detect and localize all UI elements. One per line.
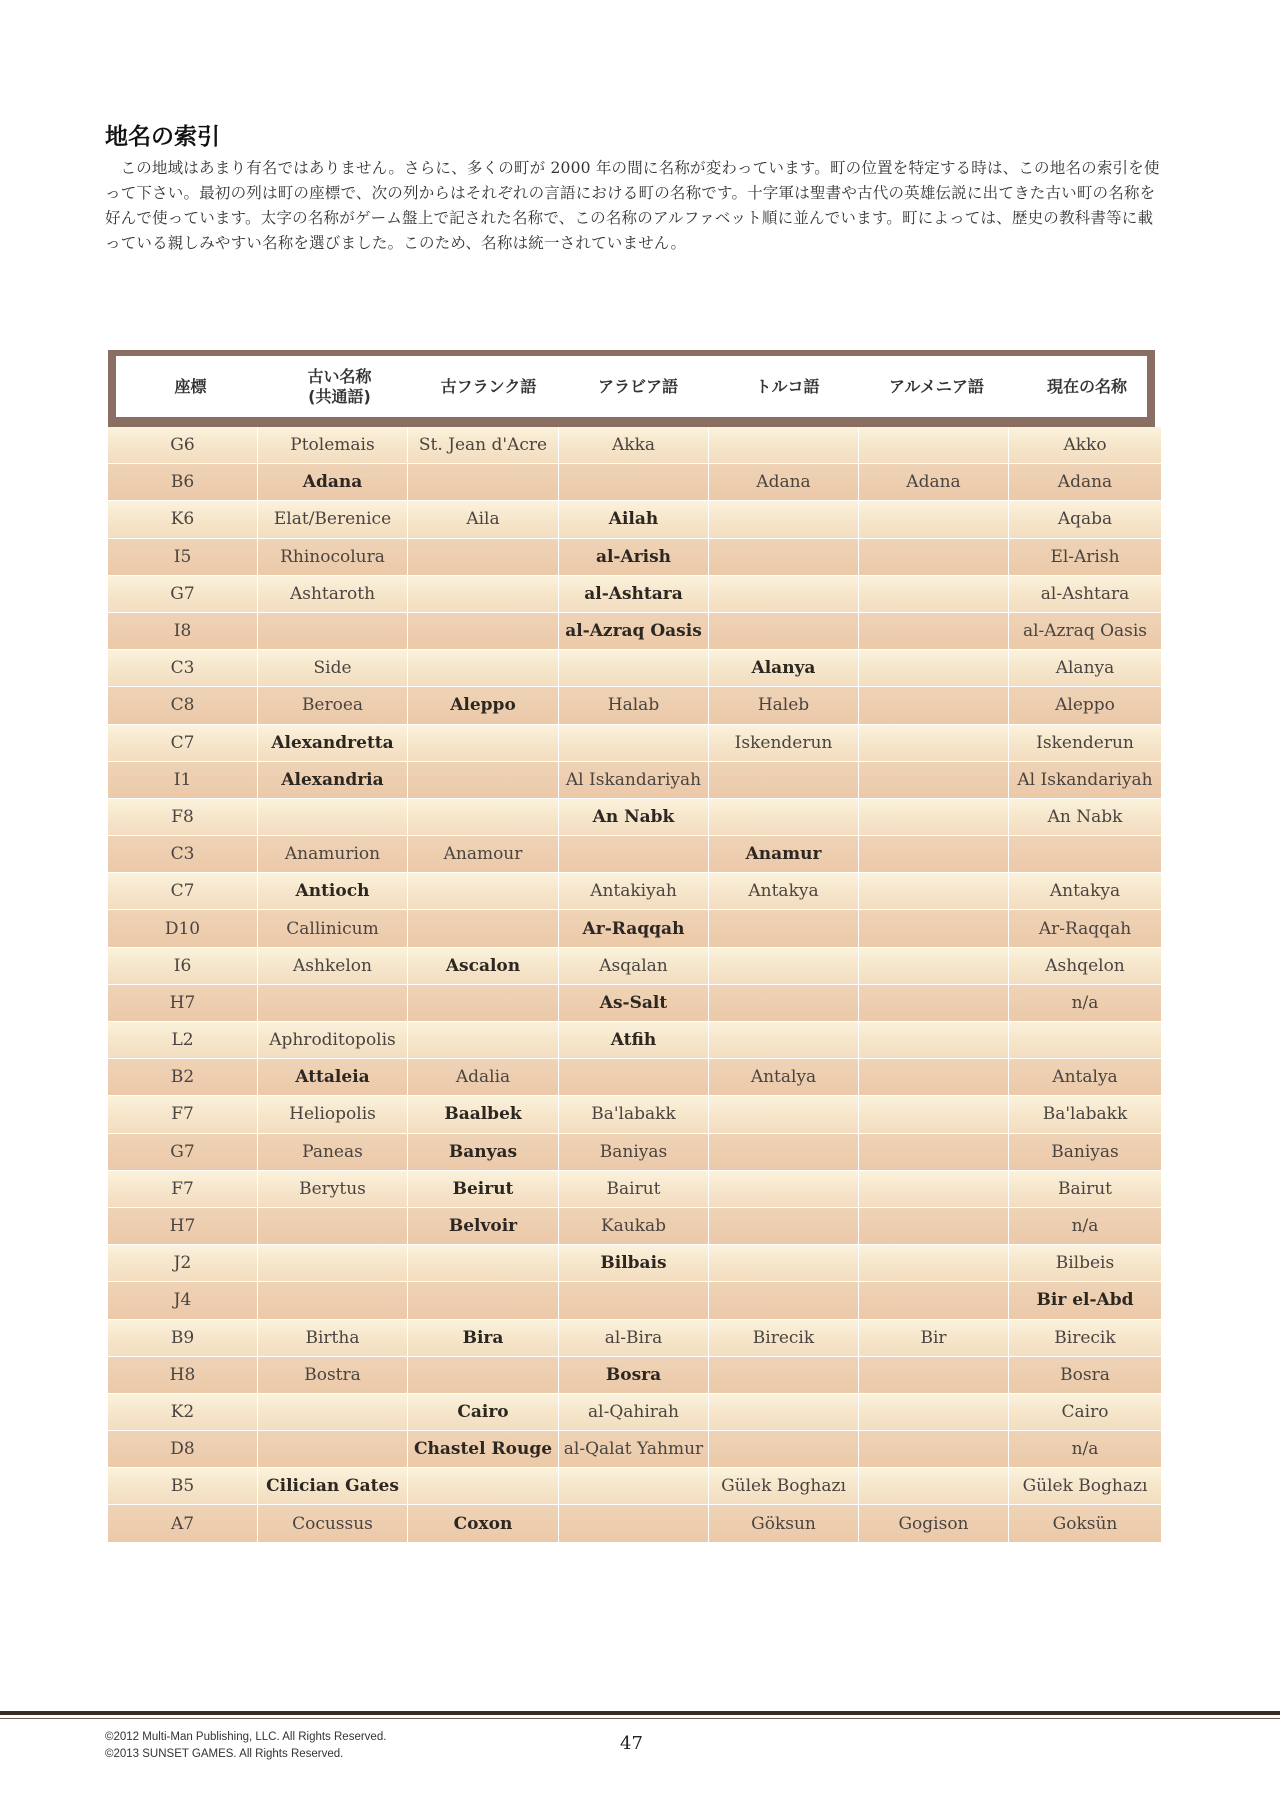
table-cell-turkish	[709, 948, 858, 984]
table-cell-arabic: Ar-Raqqah	[559, 910, 708, 946]
table-cell-old-name: Berytus	[258, 1171, 407, 1207]
table-cell-modern-name: Al Iskandariyah	[1009, 762, 1161, 798]
table-cell-old-name: Rhinocolura	[258, 539, 407, 575]
table-cell-turkish	[709, 1208, 858, 1244]
table-cell-turkish: Haleb	[709, 687, 858, 723]
table-cell-coordinates: B6	[108, 464, 257, 500]
table-cell-armenian	[859, 650, 1008, 686]
table-cell-turkish	[709, 1171, 858, 1207]
table-cell-modern-name: Gülek Boghazı	[1009, 1468, 1161, 1504]
table-cell-old-frankish	[408, 1022, 558, 1058]
table-cell-old-frankish: Chastel Rouge	[408, 1431, 558, 1467]
table-cell-old-name	[258, 1208, 407, 1244]
table-cell-turkish	[709, 1282, 858, 1318]
table-cell-modern-name: n/a	[1009, 1208, 1161, 1244]
table-cell-armenian	[859, 539, 1008, 575]
table-cell-armenian	[859, 1134, 1008, 1170]
table-cell-arabic	[559, 650, 708, 686]
table-cell-old-frankish: Banyas	[408, 1134, 558, 1170]
table-cell-armenian	[859, 985, 1008, 1021]
table-cell-old-name: Beroea	[258, 687, 407, 723]
table-cell-arabic: Al Iskandariyah	[559, 762, 708, 798]
table-cell-arabic: al-Arish	[559, 539, 708, 575]
table-cell-turkish	[709, 501, 858, 537]
table-cell-old-name: Alexandretta	[258, 725, 407, 761]
table-cell-modern-name: Ba'labakk	[1009, 1096, 1161, 1132]
table-cell-turkish: Antakya	[709, 873, 858, 909]
table-cell-old-name: Attaleia	[258, 1059, 407, 1095]
table-cell-old-frankish: Baalbek	[408, 1096, 558, 1132]
table-cell-turkish: Adana	[709, 464, 858, 500]
table-cell-old-frankish	[408, 1468, 558, 1504]
table-cell-arabic	[559, 1059, 708, 1095]
table-cell-armenian	[859, 1096, 1008, 1132]
table-cell-armenian	[859, 613, 1008, 649]
table-cell-modern-name: Akko	[1009, 427, 1161, 463]
table-cell-modern-name: Aqaba	[1009, 501, 1161, 537]
table-cell-coordinates: C7	[108, 725, 257, 761]
table-cell-turkish	[709, 1096, 858, 1132]
header-old-frankish: 古フランク語	[440, 376, 537, 396]
table-cell-modern-name: n/a	[1009, 1431, 1161, 1467]
table-cell-arabic: Baniyas	[559, 1134, 708, 1170]
table-cell-coordinates: F7	[108, 1171, 257, 1207]
table-cell-coordinates: I5	[108, 539, 257, 575]
table-cell-arabic: al-Bira	[559, 1320, 708, 1356]
table-cell-modern-name: El-Arish	[1009, 539, 1161, 575]
table-cell-turkish	[709, 1394, 858, 1430]
table-cell-arabic	[559, 464, 708, 500]
table-cell-old-name: Cocussus	[258, 1505, 407, 1541]
table-cell-armenian	[859, 1431, 1008, 1467]
table-cell-armenian	[859, 725, 1008, 761]
table-cell-turkish	[709, 1431, 858, 1467]
table-cell-arabic: Halab	[559, 687, 708, 723]
table-cell-modern-name: Baniyas	[1009, 1134, 1161, 1170]
table-cell-arabic: Bairut	[559, 1171, 708, 1207]
table-cell-modern-name: Adana	[1009, 464, 1161, 500]
table-cell-modern-name: Antakya	[1009, 873, 1161, 909]
table-cell-turkish: Göksun	[709, 1505, 858, 1541]
table-cell-coordinates: H7	[108, 985, 257, 1021]
table-cell-coordinates: J4	[108, 1282, 257, 1318]
table-cell-old-name	[258, 799, 407, 835]
table-cell-armenian	[859, 687, 1008, 723]
table-cell-old-frankish	[408, 873, 558, 909]
table-cell-turkish	[709, 799, 858, 835]
table-cell-turkish: Alanya	[709, 650, 858, 686]
table-cell-turkish	[709, 1022, 858, 1058]
table-cell-modern-name: Bairut	[1009, 1171, 1161, 1207]
intro-paragraph: この地域はあまり有名ではありません。さらに、多くの町が 2000 年の間に名称が変わっています。町の位置を特定する時は、この地名の索引を使って下さい。最初の列は町の座標で、次の列からはそれぞれの言語における町の名称です。十字軍は聖書や古代の英雄伝説に出てきた古い町の名称を好んで使っています。太字の名称がゲーム盤上で記された名称で、この名称のアルファベット順に並んでいます。町によっては、歴史の教科書等に載っている親しみやすい名称を選びました。このため、名称は統一されていません。	[105, 159, 1160, 252]
table-cell-old-frankish: Ascalon	[408, 948, 558, 984]
table-cell-armenian	[859, 799, 1008, 835]
table-cell-old-name	[258, 613, 407, 649]
table-cell-turkish	[709, 762, 858, 798]
table-cell-armenian	[859, 836, 1008, 872]
table-cell-old-frankish: Coxon	[408, 1505, 558, 1541]
table-body	[108, 427, 1155, 1534]
table-cell-coordinates: D10	[108, 910, 257, 946]
table-cell-old-frankish	[408, 799, 558, 835]
table-cell-coordinates: B5	[108, 1468, 257, 1504]
table-cell-turkish: Iskenderun	[709, 725, 858, 761]
table-cell-arabic: An Nabk	[559, 799, 708, 835]
table-cell-armenian	[859, 427, 1008, 463]
table-cell-old-name: Alexandria	[258, 762, 407, 798]
table-cell-turkish	[709, 910, 858, 946]
table-cell-old-name: Ashkelon	[258, 948, 407, 984]
footer-rule	[0, 1711, 1280, 1715]
place-name-table	[108, 350, 1155, 1534]
table-cell-old-frankish: Cairo	[408, 1394, 558, 1430]
table-cell-old-name: Ashtaroth	[258, 576, 407, 612]
header-coordinates: 座標	[174, 376, 207, 396]
table-cell-modern-name: al-Ashtara	[1009, 576, 1161, 612]
table-cell-modern-name: An Nabk	[1009, 799, 1161, 835]
table-cell-coordinates: G7	[108, 576, 257, 612]
table-cell-modern-name: Birecik	[1009, 1320, 1161, 1356]
table-cell-arabic	[559, 725, 708, 761]
table-cell-coordinates: I6	[108, 948, 257, 984]
table-cell-turkish: Antalya	[709, 1059, 858, 1095]
table-cell-modern-name: Alanya	[1009, 650, 1161, 686]
table-cell-armenian: Adana	[859, 464, 1008, 500]
table-cell-modern-name: Bir el-Abd	[1009, 1282, 1161, 1318]
table-cell-old-frankish	[408, 725, 558, 761]
table-cell-turkish: Birecik	[709, 1320, 858, 1356]
table-cell-old-frankish: Beirut	[408, 1171, 558, 1207]
table-cell-coordinates: J2	[108, 1245, 257, 1281]
table-cell-turkish	[709, 1245, 858, 1281]
table-cell-coordinates: A7	[108, 1505, 257, 1541]
table-cell-arabic: Antakiyah	[559, 873, 708, 909]
table-cell-old-name	[258, 1282, 407, 1318]
table-cell-old-frankish: Adalia	[408, 1059, 558, 1095]
table-cell-armenian	[859, 1171, 1008, 1207]
table-cell-old-frankish: Belvoir	[408, 1208, 558, 1244]
table-cell-coordinates: F8	[108, 799, 257, 835]
table-cell-coordinates: C7	[108, 873, 257, 909]
header-modern-name: 現在の名称	[1046, 376, 1127, 396]
page-heading: 地名の索引	[105, 124, 220, 150]
table-cell-armenian	[859, 1245, 1008, 1281]
table-cell-coordinates: D8	[108, 1431, 257, 1467]
table-cell-arabic: As-Salt	[559, 985, 708, 1021]
table-cell-arabic: Ba'labakk	[559, 1096, 708, 1132]
table-cell-coordinates: C8	[108, 687, 257, 723]
header-turkish: トルコ語	[755, 376, 820, 396]
table-cell-old-frankish	[408, 576, 558, 612]
table-cell-old-name: Antioch	[258, 873, 407, 909]
table-cell-old-name: Anamurion	[258, 836, 407, 872]
table-cell-modern-name	[1009, 1022, 1161, 1058]
table-cell-old-frankish	[408, 539, 558, 575]
page-number: 47	[620, 1733, 643, 1754]
table-cell-armenian: Bir	[859, 1320, 1008, 1356]
table-cell-coordinates: G7	[108, 1134, 257, 1170]
table-cell-old-frankish	[408, 910, 558, 946]
table-cell-coordinates: H8	[108, 1357, 257, 1393]
table-cell-arabic: al-Qalat Yahmur	[559, 1431, 708, 1467]
table-cell-old-name: Callinicum	[258, 910, 407, 946]
copyright	[105, 1729, 386, 1763]
table-cell-old-frankish: Aleppo	[408, 687, 558, 723]
table-cell-modern-name: al-Azraq Oasis	[1009, 613, 1161, 649]
header-old-name: 古い名称 (共通語)	[307, 366, 372, 406]
table-cell-coordinates: B2	[108, 1059, 257, 1095]
table-cell-armenian	[859, 1208, 1008, 1244]
table-cell-coordinates: C3	[108, 836, 257, 872]
table-cell-arabic	[559, 1282, 708, 1318]
table-cell-arabic: Bosra	[559, 1357, 708, 1393]
table-cell-modern-name: Bilbeis	[1009, 1245, 1161, 1281]
table-cell-old-name	[258, 1394, 407, 1430]
table-cell-old-name: Cilician Gates	[258, 1468, 407, 1504]
table-cell-arabic: Bilbais	[559, 1245, 708, 1281]
table-cell-coordinates: L2	[108, 1022, 257, 1058]
table-cell-old-name	[258, 1245, 407, 1281]
table-cell-modern-name: Iskenderun	[1009, 725, 1161, 761]
copyright-line-1: ©2012 Multi-Man Publishing, LLC. All Rights Reserved.	[105, 1731, 387, 1743]
table-cell-armenian	[859, 1394, 1008, 1430]
table-cell-arabic: Ailah	[559, 501, 708, 537]
table-cell-old-frankish	[408, 1282, 558, 1318]
table-cell-coordinates: K2	[108, 1394, 257, 1430]
table-cell-arabic: Akka	[559, 427, 708, 463]
table-cell-modern-name	[1009, 836, 1161, 872]
table-cell-modern-name: Bosra	[1009, 1357, 1161, 1393]
table-cell-modern-name: n/a	[1009, 985, 1161, 1021]
table-cell-armenian	[859, 1468, 1008, 1504]
table-cell-armenian	[859, 873, 1008, 909]
table-cell-modern-name: Goksün	[1009, 1505, 1161, 1541]
table-cell-arabic: Asqalan	[559, 948, 708, 984]
table-header	[116, 356, 1147, 417]
table-cell-old-frankish	[408, 1245, 558, 1281]
table-cell-armenian	[859, 576, 1008, 612]
table-cell-old-name: Elat/Berenice	[258, 501, 407, 537]
table-cell-arabic: Atfih	[559, 1022, 708, 1058]
table-cell-old-frankish: St. Jean d'Acre	[408, 427, 558, 463]
footer-rule-thin	[0, 1718, 1280, 1719]
table-cell-old-name: Birtha	[258, 1320, 407, 1356]
table-cell-old-frankish: Anamour	[408, 836, 558, 872]
header-armenian: アルメニア語	[889, 376, 984, 396]
table-cell-coordinates: I1	[108, 762, 257, 798]
table-cell-old-frankish	[408, 464, 558, 500]
table-cell-arabic: Kaukab	[559, 1208, 708, 1244]
table-cell-modern-name: Antalya	[1009, 1059, 1161, 1095]
table-cell-old-name: Aphroditopolis	[258, 1022, 407, 1058]
table-cell-armenian	[859, 948, 1008, 984]
table-cell-turkish	[709, 427, 858, 463]
table-cell-old-name: Ptolemais	[258, 427, 407, 463]
table-cell-modern-name: Ar-Raqqah	[1009, 910, 1161, 946]
copyright-line-2: ©2013 SUNSET GAMES. All Rights Reserved.	[105, 1748, 344, 1760]
table-cell-turkish: Anamur	[709, 836, 858, 872]
table-cell-old-name: Adana	[258, 464, 407, 500]
table-cell-old-frankish	[408, 613, 558, 649]
table-cell-armenian: Gogison	[859, 1505, 1008, 1541]
table-cell-armenian	[859, 1022, 1008, 1058]
table-cell-coordinates: G6	[108, 427, 257, 463]
table-cell-modern-name: Cairo	[1009, 1394, 1161, 1430]
table-cell-armenian	[859, 1282, 1008, 1318]
table-cell-old-frankish	[408, 985, 558, 1021]
table-cell-arabic: al-Azraq Oasis	[559, 613, 708, 649]
table-cell-coordinates: I8	[108, 613, 257, 649]
table-cell-modern-name: Ashqelon	[1009, 948, 1161, 984]
table-cell-turkish	[709, 1134, 858, 1170]
table-cell-coordinates: K6	[108, 501, 257, 537]
table-cell-turkish	[709, 539, 858, 575]
table-cell-old-frankish: Aila	[408, 501, 558, 537]
table-cell-old-name: Side	[258, 650, 407, 686]
table-cell-arabic: al-Qahirah	[559, 1394, 708, 1430]
table-cell-arabic	[559, 1505, 708, 1541]
table-cell-old-name: Paneas	[258, 1134, 407, 1170]
table-cell-old-frankish	[408, 1357, 558, 1393]
table-cell-arabic	[559, 836, 708, 872]
table-cell-turkish: Gülek Boghazı	[709, 1468, 858, 1504]
table-cell-old-name	[258, 1431, 407, 1467]
table-cell-armenian	[859, 1059, 1008, 1095]
table-cell-arabic: al-Ashtara	[559, 576, 708, 612]
table-cell-modern-name: Aleppo	[1009, 687, 1161, 723]
table-cell-turkish	[709, 985, 858, 1021]
table-cell-turkish	[709, 1357, 858, 1393]
table-cell-coordinates: H7	[108, 1208, 257, 1244]
table-cell-old-frankish	[408, 762, 558, 798]
table-cell-turkish	[709, 576, 858, 612]
table-cell-armenian	[859, 501, 1008, 537]
table-cell-coordinates: F7	[108, 1096, 257, 1132]
table-cell-turkish	[709, 613, 858, 649]
table-cell-coordinates: B9	[108, 1320, 257, 1356]
table-cell-arabic	[559, 1468, 708, 1504]
table-cell-old-frankish	[408, 650, 558, 686]
table-cell-old-name: Bostra	[258, 1357, 407, 1393]
table-cell-old-frankish: Bira	[408, 1320, 558, 1356]
table-cell-armenian	[859, 1357, 1008, 1393]
table-cell-coordinates: C3	[108, 650, 257, 686]
table-cell-armenian	[859, 910, 1008, 946]
table-cell-old-name	[258, 985, 407, 1021]
header-arabic: アラビア語	[597, 376, 678, 396]
table-cell-old-name: Heliopolis	[258, 1096, 407, 1132]
table-cell-armenian	[859, 762, 1008, 798]
